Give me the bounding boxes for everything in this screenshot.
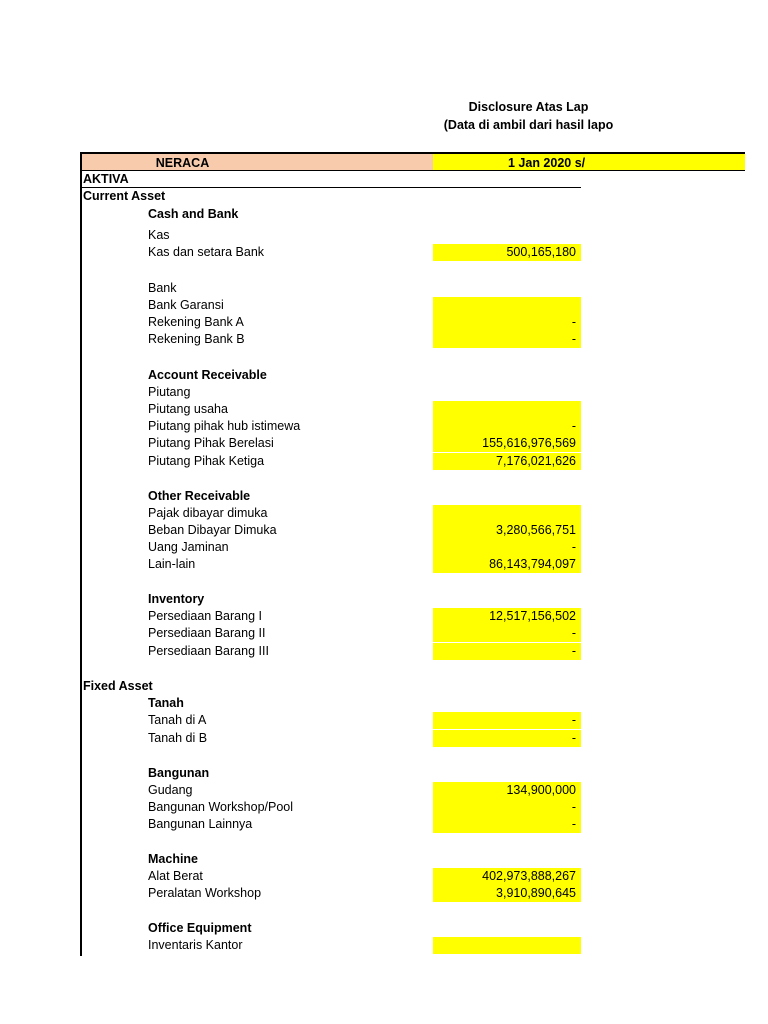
table-row	[0, 539, 581, 556]
table-row	[0, 799, 581, 816]
row-label: Beban Dibayar Dimuka	[148, 523, 277, 537]
row-value-cell[interactable]: -	[433, 799, 581, 816]
subsection-heading: Cash and Bank	[148, 207, 239, 221]
row-label: Piutang	[148, 385, 191, 399]
row-label: Piutang usaha	[148, 402, 228, 416]
row-value-cell[interactable]: -	[433, 730, 581, 747]
row-label: Persediaan Barang I	[148, 609, 262, 623]
row-value-cell[interactable]	[433, 297, 581, 314]
table-row	[0, 643, 581, 660]
table-row	[0, 227, 581, 244]
row-label: Piutang pihak hub istimewa	[148, 419, 301, 433]
row-value-cell[interactable]: 500,165,180	[433, 244, 581, 261]
row-label: Pajak dibayar dimuka	[148, 506, 268, 520]
table-row	[0, 384, 581, 401]
table-row	[0, 608, 581, 625]
subsection-heading: Tanah	[148, 696, 184, 710]
row-label: Bangunan Lainnya	[148, 817, 253, 831]
subsection-heading: Machine	[148, 852, 199, 866]
table-row	[0, 678, 581, 695]
table-row	[0, 435, 581, 452]
table-row	[0, 171, 581, 188]
table-row	[0, 418, 581, 435]
row-value-cell[interactable]: 7,176,021,626	[433, 453, 581, 470]
row-label: Bangunan Workshop/Pool	[148, 800, 294, 814]
table-row	[0, 297, 581, 314]
row-value-cell[interactable]: -	[433, 314, 581, 331]
table-row	[0, 453, 581, 470]
report-subtitle: (Data di ambil dari hasil lapo	[443, 118, 614, 132]
subsection-heading: Other Receivable	[148, 489, 251, 503]
row-value-cell[interactable]: -	[433, 418, 581, 435]
row-value-cell[interactable]: 12,517,156,502	[433, 608, 581, 625]
table-row	[0, 314, 581, 331]
row-value-cell[interactable]: -	[433, 712, 581, 729]
row-label: Alat Berat	[148, 869, 203, 883]
table-row	[0, 816, 581, 833]
table-row	[0, 188, 581, 205]
row-value-cell[interactable]	[433, 937, 581, 954]
row-label: Kas dan setara Bank	[148, 245, 265, 259]
table-row	[0, 280, 581, 297]
section-heading: AKTIVA	[83, 172, 129, 186]
report-title: Disclosure Atas Lap	[468, 100, 589, 114]
subsection-heading: Inventory	[148, 592, 205, 606]
subsection-heading: Account Receivable	[148, 368, 267, 382]
section-heading: Current Asset	[83, 189, 166, 203]
table-row	[0, 920, 581, 937]
table-row	[0, 782, 581, 799]
table-row	[0, 367, 581, 384]
section-heading: Fixed Asset	[83, 679, 153, 693]
table-row	[0, 244, 581, 261]
row-label: Rekening Bank B	[148, 332, 245, 346]
row-label: Persediaan Barang III	[148, 644, 269, 658]
table-row	[0, 591, 581, 608]
table-row	[0, 522, 581, 539]
table-row	[0, 331, 581, 348]
row-value-cell[interactable]: 3,910,890,645	[433, 885, 581, 902]
row-label: Lain-lain	[148, 557, 196, 571]
row-value-cell[interactable]: -	[433, 331, 581, 348]
table-row	[0, 712, 581, 729]
row-label: Piutang Pihak Berelasi	[148, 436, 274, 450]
row-value-cell[interactable]	[433, 401, 581, 418]
row-label: Tanah di A	[148, 713, 207, 727]
row-value-cell[interactable]: -	[433, 539, 581, 556]
row-value-cell[interactable]	[433, 505, 581, 522]
row-label: Persediaan Barang II	[148, 626, 266, 640]
row-label: Rekening Bank A	[148, 315, 244, 329]
row-label: Peralatan Workshop	[148, 886, 262, 900]
table-row	[0, 868, 581, 885]
row-value-cell[interactable]: 3,280,566,751	[433, 522, 581, 539]
row-label: Piutang Pihak Ketiga	[148, 454, 265, 468]
table-row	[0, 851, 581, 868]
row-value-cell[interactable]: -	[433, 643, 581, 660]
table-row	[0, 765, 581, 782]
table-row	[0, 556, 581, 573]
column-header-period: 1 Jan 2020 s/	[433, 152, 745, 170]
row-label: Bank	[148, 281, 177, 295]
row-label: Gudang	[148, 783, 193, 797]
row-label: Inventaris Kantor	[148, 938, 243, 952]
table-row	[0, 730, 581, 747]
row-label: Kas	[148, 228, 170, 242]
row-value-cell[interactable]: -	[433, 625, 581, 642]
row-label: Uang Jaminan	[148, 540, 229, 554]
row-value-cell[interactable]: 86,143,794,097	[433, 556, 581, 573]
subsection-heading: Bangunan	[148, 766, 210, 780]
row-label: Bank Garansi	[148, 298, 224, 312]
table-row	[0, 625, 581, 642]
subsection-heading: Office Equipment	[148, 921, 252, 935]
column-header-neraca: NERACA	[82, 152, 433, 170]
table-row	[0, 488, 581, 505]
row-value-cell[interactable]: 155,616,976,569	[433, 435, 581, 452]
table-row	[0, 885, 581, 902]
table-row	[0, 206, 581, 223]
table-row	[0, 401, 581, 418]
row-value-cell[interactable]: 402,973,888,267	[433, 868, 581, 885]
row-label: Tanah di B	[148, 731, 208, 745]
table-row	[0, 937, 581, 954]
table-row	[0, 695, 581, 712]
row-value-cell[interactable]: 134,900,000	[433, 782, 581, 799]
row-value-cell[interactable]: -	[433, 816, 581, 833]
table-row	[0, 505, 581, 522]
